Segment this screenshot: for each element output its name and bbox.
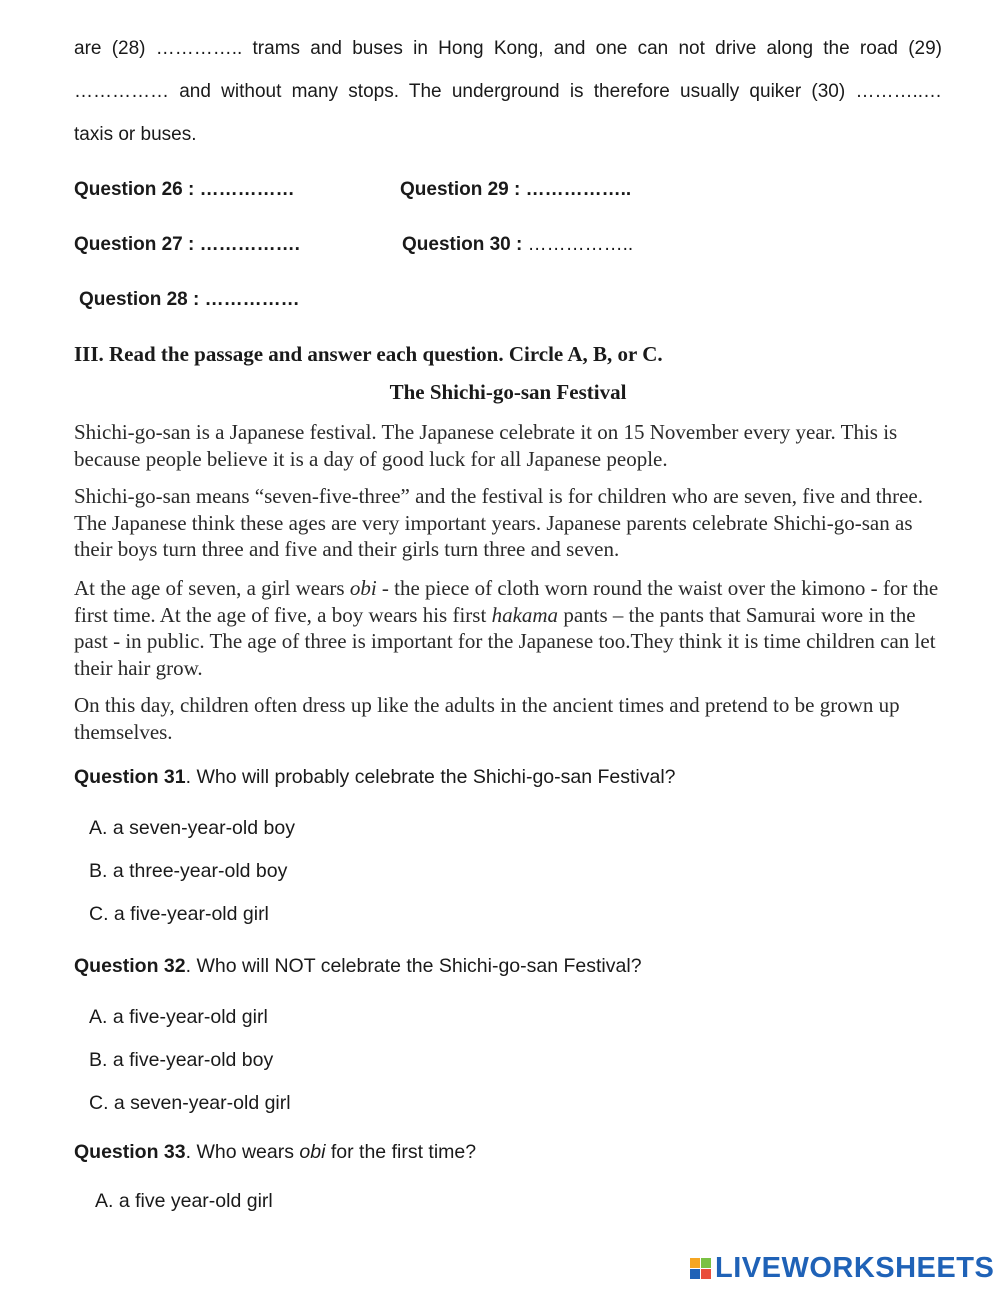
section-heading: III. Read the passage and answer each question. Circle A, B, or C.: [74, 342, 663, 366]
answer-29: [400, 179, 631, 201]
q31-option-c[interactable]: C. a five-year-old girl: [89, 903, 269, 925]
passage-line-3: taxis or buses.: [74, 124, 197, 145]
question-32-text: . Who will NOT celebrate the Shichi-go-san Festival?: [185, 955, 642, 977]
answer-30-label: Question 30 :: [402, 234, 523, 255]
p3-part-a: At the age of seven, a girl wears: [74, 576, 350, 600]
p3-obi: obi: [349, 576, 377, 600]
question-31: [74, 766, 676, 789]
question-31-text: . Who will probably celebrate the Shichi-go-san Festival?: [185, 766, 676, 788]
passage-title: The Shichi-go-san Festival: [389, 380, 627, 404]
answer-29-label: Question 29 :: [400, 179, 521, 200]
answer-26-blank[interactable]: ……………: [199, 179, 295, 200]
q31-option-b[interactable]: B. a three-year-old boy: [89, 860, 288, 882]
liveworksheets-logo-icon: [690, 1258, 711, 1279]
answer-28: [79, 289, 300, 311]
q31-option-a[interactable]: A. a seven-year-old boy: [89, 817, 295, 839]
answer-26: [74, 179, 295, 201]
question-33-text-a: . Who wears: [185, 1141, 300, 1163]
q32-option-a[interactable]: A. a five-year-old girl: [89, 1006, 268, 1028]
q33-option-a[interactable]: A. a five year-old girl: [95, 1190, 273, 1212]
passage-paragraph-1: Shichi-go-san is a Japanese festival. The Japanese celebrate it on 15 November every year. This is because people believe it is a day of good luck for all Japanese people.: [74, 420, 898, 471]
answer-28-label: Question 28 :: [79, 289, 200, 310]
answer-30-blank[interactable]: ……………..: [527, 234, 634, 255]
answer-27-blank[interactable]: …………….: [199, 234, 300, 255]
answer-28-blank[interactable]: ……………: [204, 289, 300, 310]
question-33-obi: obi: [299, 1141, 326, 1163]
question-32: [74, 955, 642, 978]
q32-option-b[interactable]: B. a five-year-old boy: [89, 1049, 274, 1071]
passage-line-2: …………… and without many stops. The underground is therefore usually quiker (30) ………..…: [74, 81, 942, 102]
passage-paragraph-3: [74, 575, 944, 681]
answer-29-blank[interactable]: ……………..: [525, 179, 632, 200]
answer-30: [402, 234, 633, 256]
passage-paragraph-4: On this day, children often dress up like the adults in the ancient times and pretend to be grown up themselves.: [74, 693, 900, 744]
question-31-label: Question 31: [74, 766, 186, 788]
liveworksheets-logo[interactable]: [690, 1252, 994, 1285]
q32-option-c[interactable]: C. a seven-year-old girl: [89, 1092, 291, 1114]
answer-27: [74, 234, 300, 256]
question-33-label: Question 33: [74, 1141, 186, 1163]
p3-part-b: - the piece of cloth worn round the waist over the kimono - for the first time. At the age of five, a boy wears his first: [74, 576, 939, 627]
question-33-text-b: for the first time?: [325, 1141, 477, 1163]
answer-26-label: Question 26 :: [74, 179, 195, 200]
question-32-label: Question 32: [74, 955, 186, 977]
passage-paragraph-2: Shichi-go-san means “seven-five-three” and the festival is for children who are seven, five and three. The Japanese think these ages are very important years. Japanese parents celebrate Shichi-go-san as their boys turn three and five and their girls turn three and seven.: [74, 484, 923, 561]
passage-line-1: are (28) ………….. trams and buses in Hong Kong, and one can not drive along the road (29): [74, 38, 942, 59]
p3-hakama: hakama: [491, 602, 559, 627]
answer-27-label: Question 27 :: [74, 234, 195, 255]
liveworksheets-logo-text: LIVEWORKSHEETS: [715, 1252, 995, 1284]
question-33: [74, 1141, 476, 1164]
p3-part-c: pants – the pants that Samurai wore in the past - in public. The age of three is important for the Japanese too.They think it is time children can let their hair grow.: [74, 602, 936, 680]
